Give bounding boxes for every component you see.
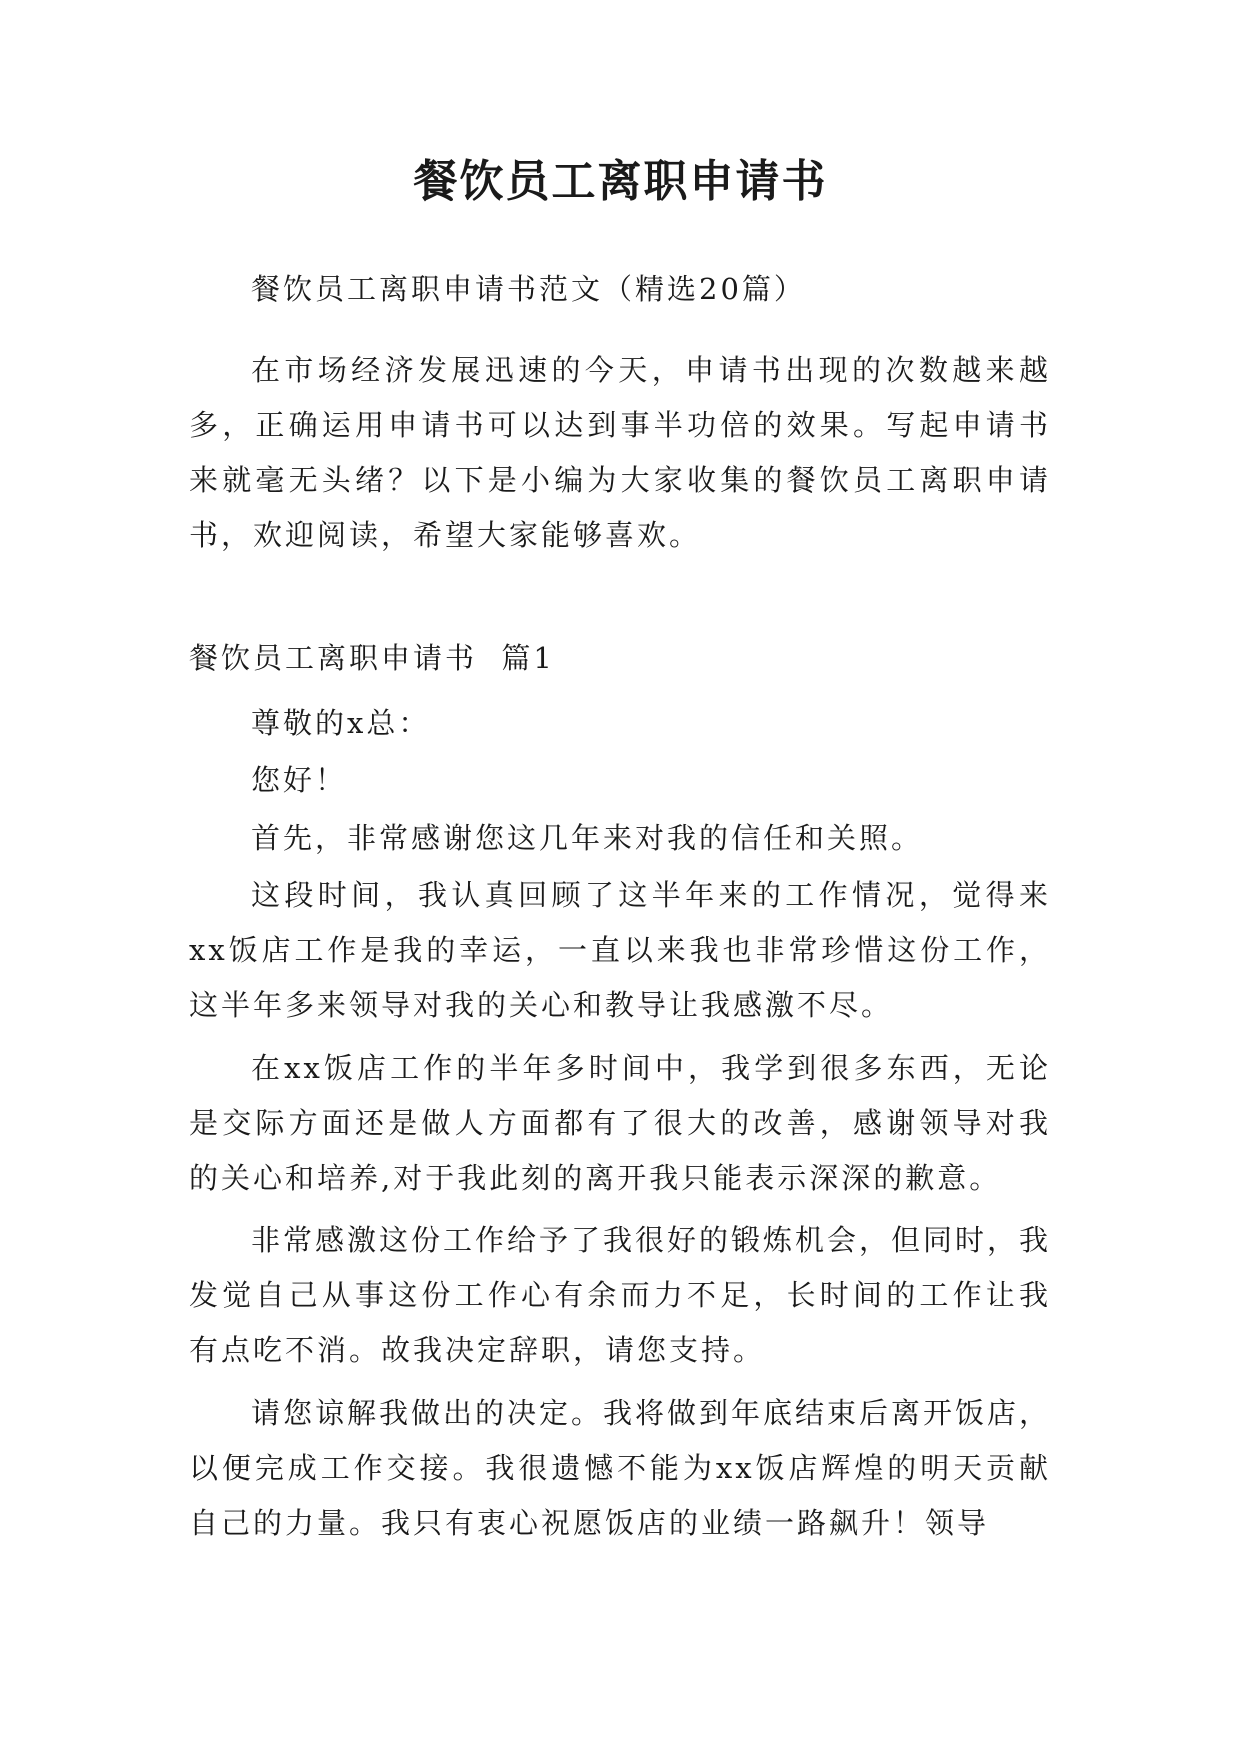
document-subtitle: 餐饮员工离职申请书范文（精选20篇）	[251, 272, 806, 306]
document-title: 餐饮员工离职申请书	[413, 156, 828, 207]
greeting: 您好！	[251, 763, 348, 797]
section-heading: 餐饮员工离职申请书 篇1	[189, 641, 555, 675]
body-paragraph: 非常感激这份工作给予了我很好的锻炼机会，但同时，我发觉自己从事这份工作心有余而力不足，长时间的工作让我有点吃不消。故我决定辞职，请您支持。	[189, 1223, 1052, 1367]
body-paragraph: 在xx饭店工作的半年多时间中，我学到很多东西，无论是交际方面还是做人方面都有了很大的改善，感谢领导对我的关心和培养,对于我此刻的离开我只能表示深深的歉意。	[189, 1051, 1051, 1195]
intro-paragraph: 在市场经济发展迅速的今天，申请书出现的次数越来越多，正确运用申请书可以达到事半功倍的效果。写起申请书来就毫无头绪？以下是小编为大家收集的餐饮员工离职申请书，欢迎阅读，希望大家能够喜欢。	[189, 353, 1051, 552]
body-paragraph: 这段时间，我认真回顾了这半年来的工作情况，觉得来xx饭店工作是我的幸运，一直以来我也非常珍惜这份工作，这半年多来领导对我的关心和教导让我感激不尽。	[189, 878, 1051, 1022]
salutation: 尊敬的x总：	[251, 706, 431, 740]
body-paragraph: 首先，非常感谢您这几年来对我的信任和关照。	[251, 821, 924, 855]
body-paragraph: 请您谅解我做出的决定。我将做到年底结束后离开饭店，以便完成工作交接。我很遗憾不能为xx饭店辉煌的明天贡献自己的力量。我只有衷心祝愿饭店的业绩一路飙升！领导	[189, 1396, 1052, 1540]
